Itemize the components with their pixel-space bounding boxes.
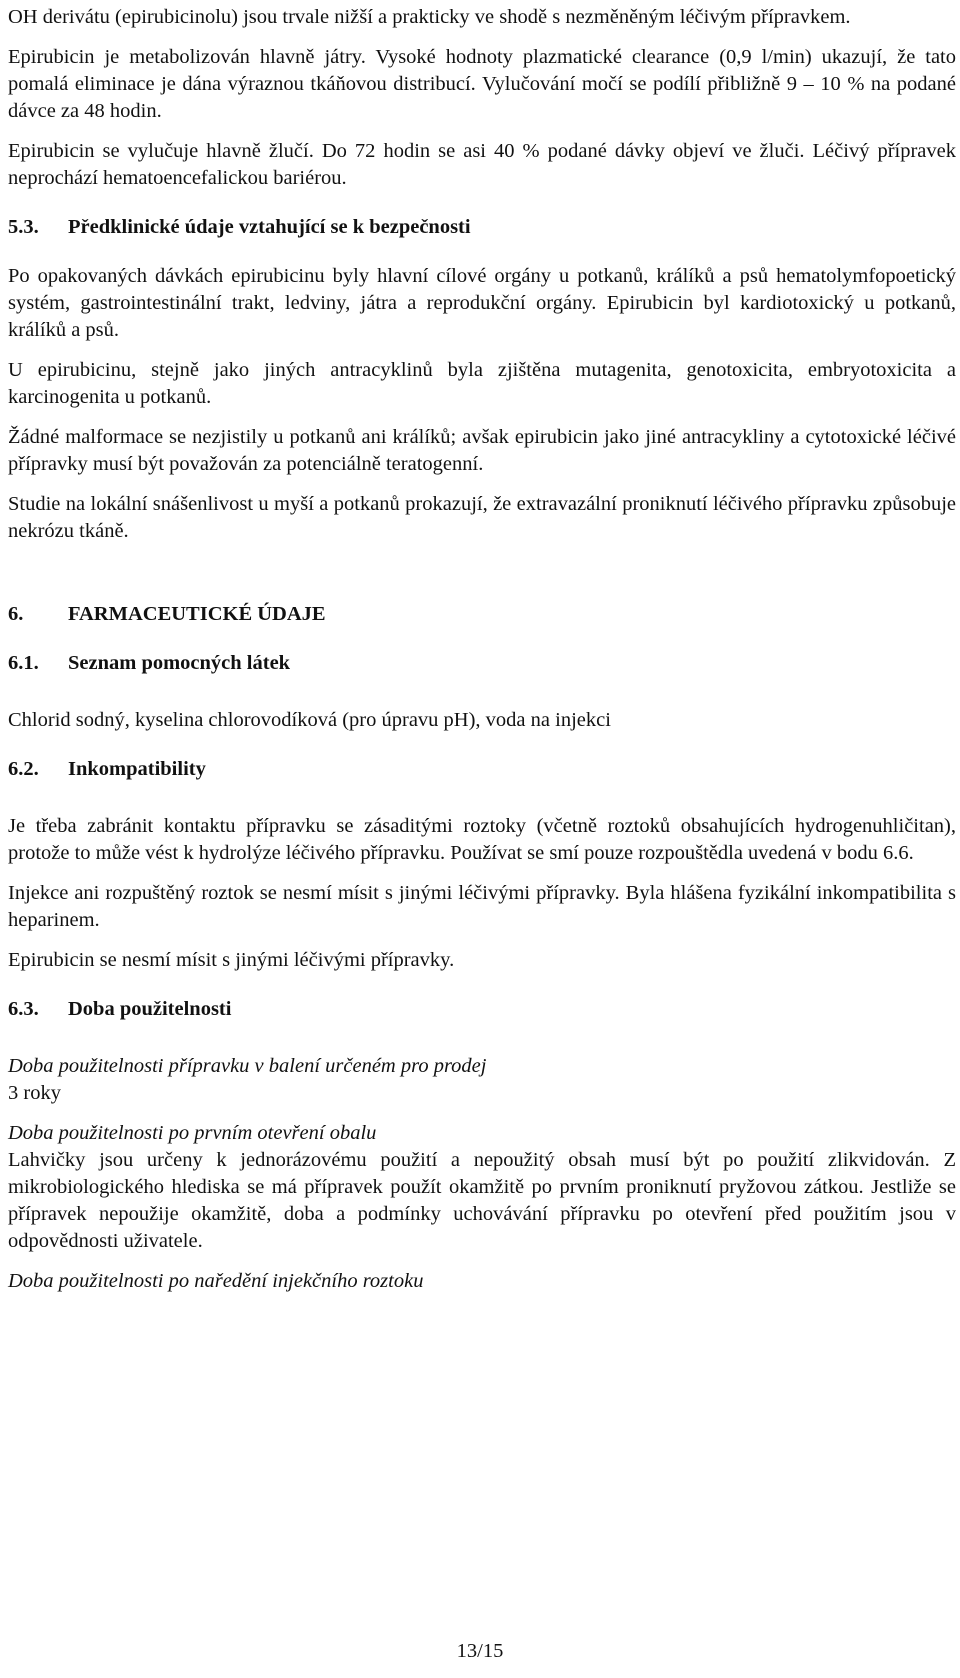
paragraph-biliary-excretion: Epirubicin se vylučuje hlavně žlučí. Do 72 hodin se asi 40 % podané dávky objeví ve žluči. Léčivý přípravek neprochází hematoencefalickou bariérou. bbox=[8, 140, 956, 189]
paragraph-after-opening: Lahvičky jsou určeny k jednorázovému použití a nepoužitý obsah musí být po použití zlikvidován. Z mikrobiologického hlediska se má přípravek použít okamžitě po prvním proniknutí pryžovou zátkou. Jestliže se přípravek nepoužije okamžitě, doba a podmínky uchovávání přípravku po otevření před použitím jsou v odpovědnosti uživatele. bbox=[8, 1149, 956, 1252]
paragraph-excipients: Chlorid sodný, kyselina chlorovodíková (pro úpravu pH), voda na injekci bbox=[8, 709, 611, 731]
section-number: 6.3. bbox=[8, 998, 39, 1020]
subheading-shelf-life-sale: Doba použitelnosti přípravku v balení určeném pro prodej bbox=[8, 1055, 487, 1077]
paragraph-heparin-incompatibility: Injekce ani rozpuštěný roztok se nesmí mísit s jinými léčivými přípravky. Byla hlášena fyzikální inkompatibilita s heparinem. bbox=[8, 882, 956, 931]
section-title: Předklinické údaje vztahující se k bezpečnosti bbox=[68, 216, 471, 238]
subheading-after-opening: Doba použitelnosti po prvním otevření obalu bbox=[8, 1122, 377, 1144]
paragraph-metabolism: Epirubicin je metabolizován hlavně játry. Vysoké hodnoty plazmatické clearance (0,9 l/min) ukazují, že tato pomalá eliminace je dána výraznou tkáňovou distribucí. Vylučování močí se podílí přibližně 9 – 10 % na podané dávce za 48 hodin. bbox=[8, 46, 956, 122]
paragraph-mutagenicity: U epirubicinu, stejně jako jiných antracyklinů byla zjištěna mutagenita, genotoxicita, embryotoxicita a karcinogenita u potkanů. bbox=[8, 359, 956, 408]
section-number: 5.3. bbox=[8, 216, 39, 238]
section-heading-6-3 bbox=[8, 996, 956, 1023]
paragraph-local-tolerance: Studie na lokální snášenlivost u myší a potkanů prokazují, že extravazální proniknutí léčivého přípravku způsobuje nekrózu tkáně. bbox=[8, 493, 956, 542]
paragraph-oh-derivative: OH derivátu (epirubicinolu) jsou trvale nižší a prakticky ve shodě s nezměněným léčivým přípravkem. bbox=[8, 6, 851, 28]
section-title: Doba použitelnosti bbox=[68, 998, 232, 1020]
document-page bbox=[8, 4, 956, 1295]
page-number: 13/15 bbox=[456, 1640, 504, 1662]
section-title: FARMACEUTICKÉ ÚDAJE bbox=[68, 603, 326, 625]
section-number: 6.2. bbox=[8, 758, 39, 780]
paragraph-malformations: Žádné malformace se nezjistily u potkanů ani králíků; avšak epirubicin jako jiné antracykliny a cytotoxické léčivé přípravky musí být považován za potenciálně teratogenní. bbox=[8, 426, 956, 475]
section-heading-6-1 bbox=[8, 650, 956, 677]
paragraph-alkaline-contact: Je třeba zabránit kontaktu přípravku se zásaditými roztoky (včetně roztoků obsahujících hydrogenuhličitan), protože to může vést k hydrolýze léčivého přípravku. Používat se smí pouze rozpouštědla uvedená v bodu 6.6. bbox=[8, 815, 956, 864]
subheading-after-dilution: Doba použitelnosti po naředění injekčního roztoku bbox=[8, 1270, 424, 1292]
section-heading-5-3 bbox=[8, 214, 956, 241]
paragraph-target-organs: Po opakovaných dávkách epirubicinu byly hlavní cílové orgány u potkanů, králíků a psů hematolymfopoetický systém, gastrointestinální trakt, ledviny, játra a reprodukční orgány. Epirubicin byl kardiotoxický u potkanů, králíků a psů. bbox=[8, 265, 956, 341]
paragraph-no-mixing: Epirubicin se nesmí mísit s jinými léčivými přípravky. bbox=[8, 949, 455, 971]
section-heading-6-2 bbox=[8, 756, 956, 783]
section-title: Seznam pomocných látek bbox=[68, 652, 291, 674]
section-heading-6 bbox=[8, 601, 956, 628]
section-number: 6. bbox=[8, 603, 24, 625]
section-title: Inkompatibility bbox=[68, 758, 206, 780]
section-number: 6.1. bbox=[8, 652, 39, 674]
paragraph-shelf-life-value: 3 roky bbox=[8, 1082, 61, 1104]
